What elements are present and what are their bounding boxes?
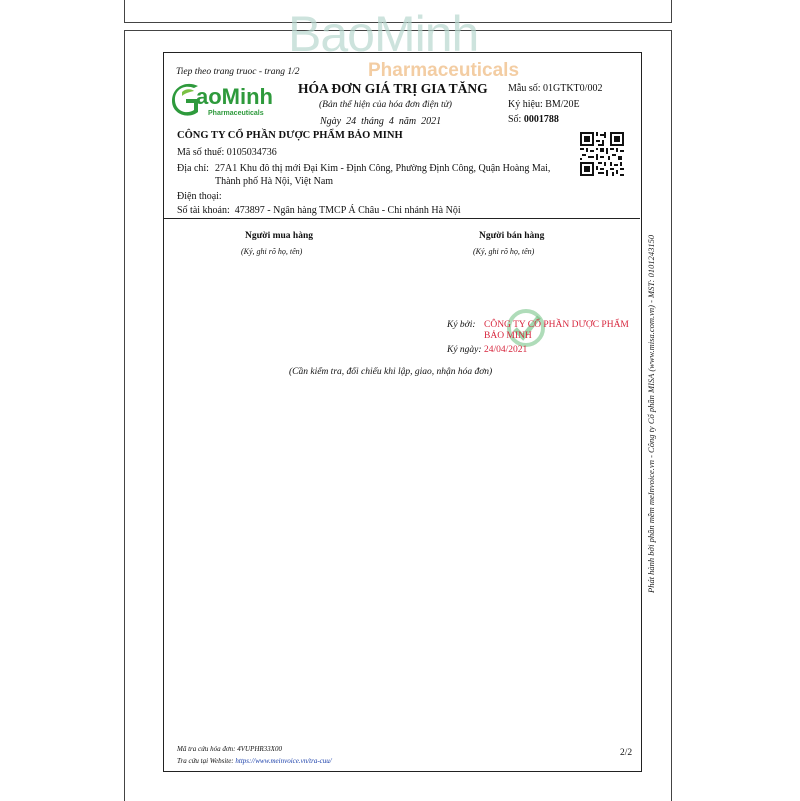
invoice-title: HÓA ĐƠN GIÁ TRỊ GIA TĂNG <box>298 81 488 96</box>
invoice-date <box>320 116 441 127</box>
lookup-website <box>177 757 332 765</box>
lookup-site-link[interactable]: https://www.meinvoice.vn/tra-cuu/ <box>235 757 332 765</box>
page-number: 2/2 <box>620 748 633 758</box>
seller-address-line2: Thành phố Hà Nội, Việt Nam <box>215 176 334 187</box>
buyer-signature-title: Người mua hàng <box>245 231 313 241</box>
pharmaceuticals-watermark: Pharmaceuticals <box>368 60 520 81</box>
seller-tax-code <box>177 147 277 158</box>
seller-address-line1: 27A1 Khu đô thị mới Đại Kim - Định Công, Phường Định Công, Quận Hoàng Mai, <box>215 163 551 174</box>
invoice-subtitle: (Bản thể hiện của hóa đơn điện tử) <box>319 100 452 110</box>
invoice-symbol <box>508 99 580 110</box>
lookup-code: Mã tra cứu hóa đơn: 4VUPHR33X00 <box>177 745 282 753</box>
invoice-number <box>508 114 559 125</box>
date-month: 4 <box>388 116 394 127</box>
signed-by-name: CÔNG TY CỔ PHẦN DƯỢC PHẨM <box>484 320 629 330</box>
verification-notice: (Cần kiểm tra, đối chiếu khi lập, giao, nhận hóa đơn) <box>289 367 493 377</box>
signed-by-name-line2: BẢO MINH <box>484 331 532 341</box>
tax-value: 0105034736 <box>226 147 277 158</box>
date-year: 2021 <box>421 116 442 127</box>
account-label: Số tài khoản: <box>177 205 230 216</box>
account-value: 473897 - Ngân hàng TMCP Á Châu - Chi nhánh Hà Nội <box>234 205 461 216</box>
seller-signature-title: Người bán hàng <box>479 231 545 241</box>
form-number <box>508 83 602 94</box>
signed-by-label: Ký bởi: <box>447 320 476 330</box>
logo-watermark-top: BaoMinh <box>288 8 479 60</box>
date-prefix: Ngày <box>320 116 342 127</box>
invoice-frame <box>163 52 642 772</box>
qr-code-icon <box>580 132 624 176</box>
lookup-site-label: Tra cứu tại Website: <box>177 757 234 765</box>
date-month-label: tháng <box>361 116 384 127</box>
number-label: Số: <box>508 114 522 125</box>
signed-date: 24/04/2021 <box>484 345 528 355</box>
seller-signature-note: (Ký, ghi rõ họ, tên) <box>473 247 535 256</box>
seller-company-name: CÔNG TY CỔ PHẦN DƯỢC PHẨM BẢO MINH <box>177 130 403 141</box>
signed-date-label: Ký ngày: <box>447 345 482 355</box>
date-year-label: năm <box>398 116 417 127</box>
seller-address-label: Địa chỉ: <box>177 163 209 174</box>
date-day: 24 <box>346 116 357 127</box>
seller-phone-label: Điện thoại: <box>177 191 222 202</box>
number-value: 0001788 <box>523 114 559 125</box>
tax-label: Mã số thuế: <box>177 147 225 158</box>
header-separator <box>163 218 640 219</box>
logo-subtitle: Pharmaceuticals <box>208 110 264 117</box>
buyer-signature-note: (Ký, ghi rõ họ, tên) <box>241 247 303 256</box>
symbol-value: BM/20E <box>545 99 580 110</box>
symbol-label: Ký hiệu: <box>508 99 543 110</box>
continuation-note: Tiep theo trang truoc - trang 1/2 <box>176 67 300 77</box>
form-label: Mẫu số: <box>508 83 541 94</box>
publisher-note: Phát hành bởi phần mềm meInvoice.vn - Công ty Cổ phần MISA (www.misa.com.vn) - MST: 0101243150 <box>646 234 656 593</box>
seller-bank-account <box>177 205 461 216</box>
form-value: 01GTKT0/002 <box>543 83 603 94</box>
